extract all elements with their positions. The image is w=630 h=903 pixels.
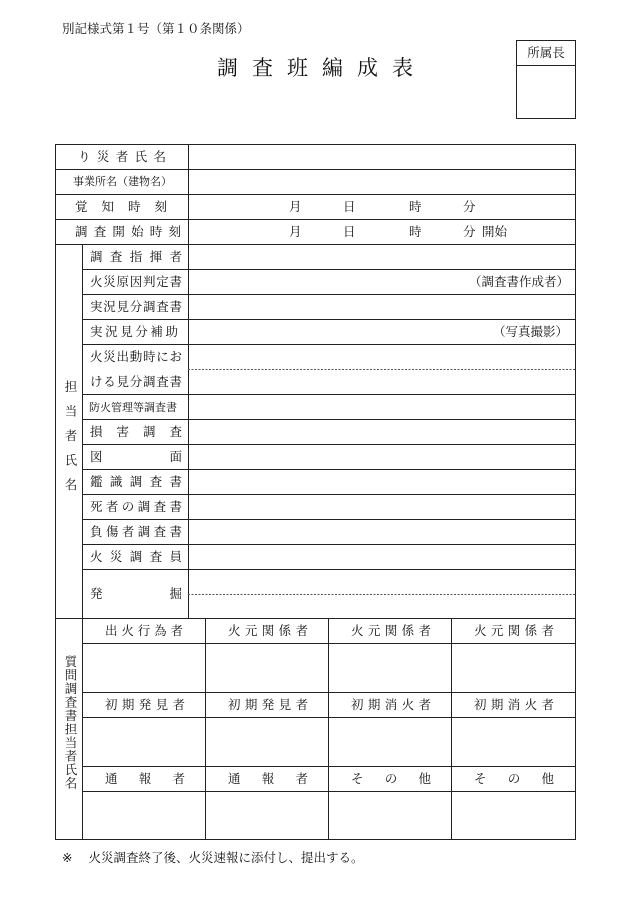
stamp-label: 所属長	[517, 41, 575, 66]
victim-name-label: り災者氏名	[78, 149, 166, 164]
interview-header-3-3: その他	[351, 771, 431, 786]
start-month-unit: 月	[289, 224, 302, 239]
footer-note	[62, 848, 363, 866]
interview-header-3-2: 通報者	[228, 771, 308, 786]
start-suffix: 開始	[482, 224, 508, 239]
appraisal-report-label: 鑑識調査書	[90, 474, 182, 489]
awareness-time-label: 覚知時刻	[75, 199, 167, 214]
interview-header-2-1: 初期発見者	[105, 697, 185, 712]
onsite-report-label: 実況見分調査書	[90, 299, 182, 314]
interview-header-1-1: 出火行為者	[105, 623, 183, 638]
interview-header-2-4: 初期消火者	[474, 697, 554, 712]
interview-group-label: 質問調査書担当者氏名	[63, 655, 78, 790]
start-minute-unit: 分	[463, 224, 476, 239]
start-day-unit: 日	[343, 224, 356, 239]
injured-report-label: 負傷者調査書	[90, 524, 182, 539]
survey-start-label: 調査開始時刻	[75, 224, 181, 239]
damage-survey-label: 損害調査	[90, 424, 182, 439]
form-number: 別記様式第１号（第１０条関係）	[62, 21, 250, 36]
drawing-label: 図面	[90, 449, 182, 464]
dispatch-report-label-line2: ける見分調査書	[90, 374, 182, 389]
fire-management-label: 防火管理等調査書	[89, 401, 177, 414]
interview-header-3-4: その他	[474, 771, 554, 786]
note-mark: ※	[62, 850, 73, 865]
interview-header-2-2: 初期発見者	[228, 697, 308, 712]
awareness-day-unit: 日	[343, 199, 356, 214]
establishment-label: 事業所名（建物名）	[73, 175, 172, 188]
investigator-label: 火災調査員	[90, 549, 182, 564]
deceased-report-label: 死者の調査書	[90, 499, 182, 514]
form-title: 調査班編成表	[217, 56, 427, 80]
onsite-assist-note: （写真撮影）	[493, 324, 569, 339]
interview-header-1-3: 火元関係者	[351, 623, 431, 638]
interview-header-1-4: 火元関係者	[474, 623, 554, 638]
note-text: 火災調査終了後、火災速報に添付し、提出する。	[88, 850, 364, 865]
interview-header-1-2: 火元関係者	[228, 623, 308, 638]
cause-report-label: 火災原因判定書	[90, 274, 182, 289]
commander-label: 調査指揮者	[90, 249, 182, 264]
cause-report-note: （調査書作成者）	[469, 274, 570, 289]
start-hour-unit: 時	[409, 224, 422, 239]
excavation-label: 発掘	[90, 586, 182, 601]
dispatch-report-label-line1: 火災出動時にお	[90, 349, 182, 364]
interview-header-2-3: 初期消火者	[351, 697, 431, 712]
onsite-assist-label: 実況見分補助	[90, 324, 178, 339]
awareness-minute-unit: 分	[463, 199, 476, 214]
awareness-hour-unit: 時	[409, 199, 422, 214]
staff-group-label: 担当者氏名	[63, 380, 78, 503]
awareness-month-unit: 月	[289, 199, 302, 214]
interview-header-3-1: 通報者	[105, 771, 185, 786]
